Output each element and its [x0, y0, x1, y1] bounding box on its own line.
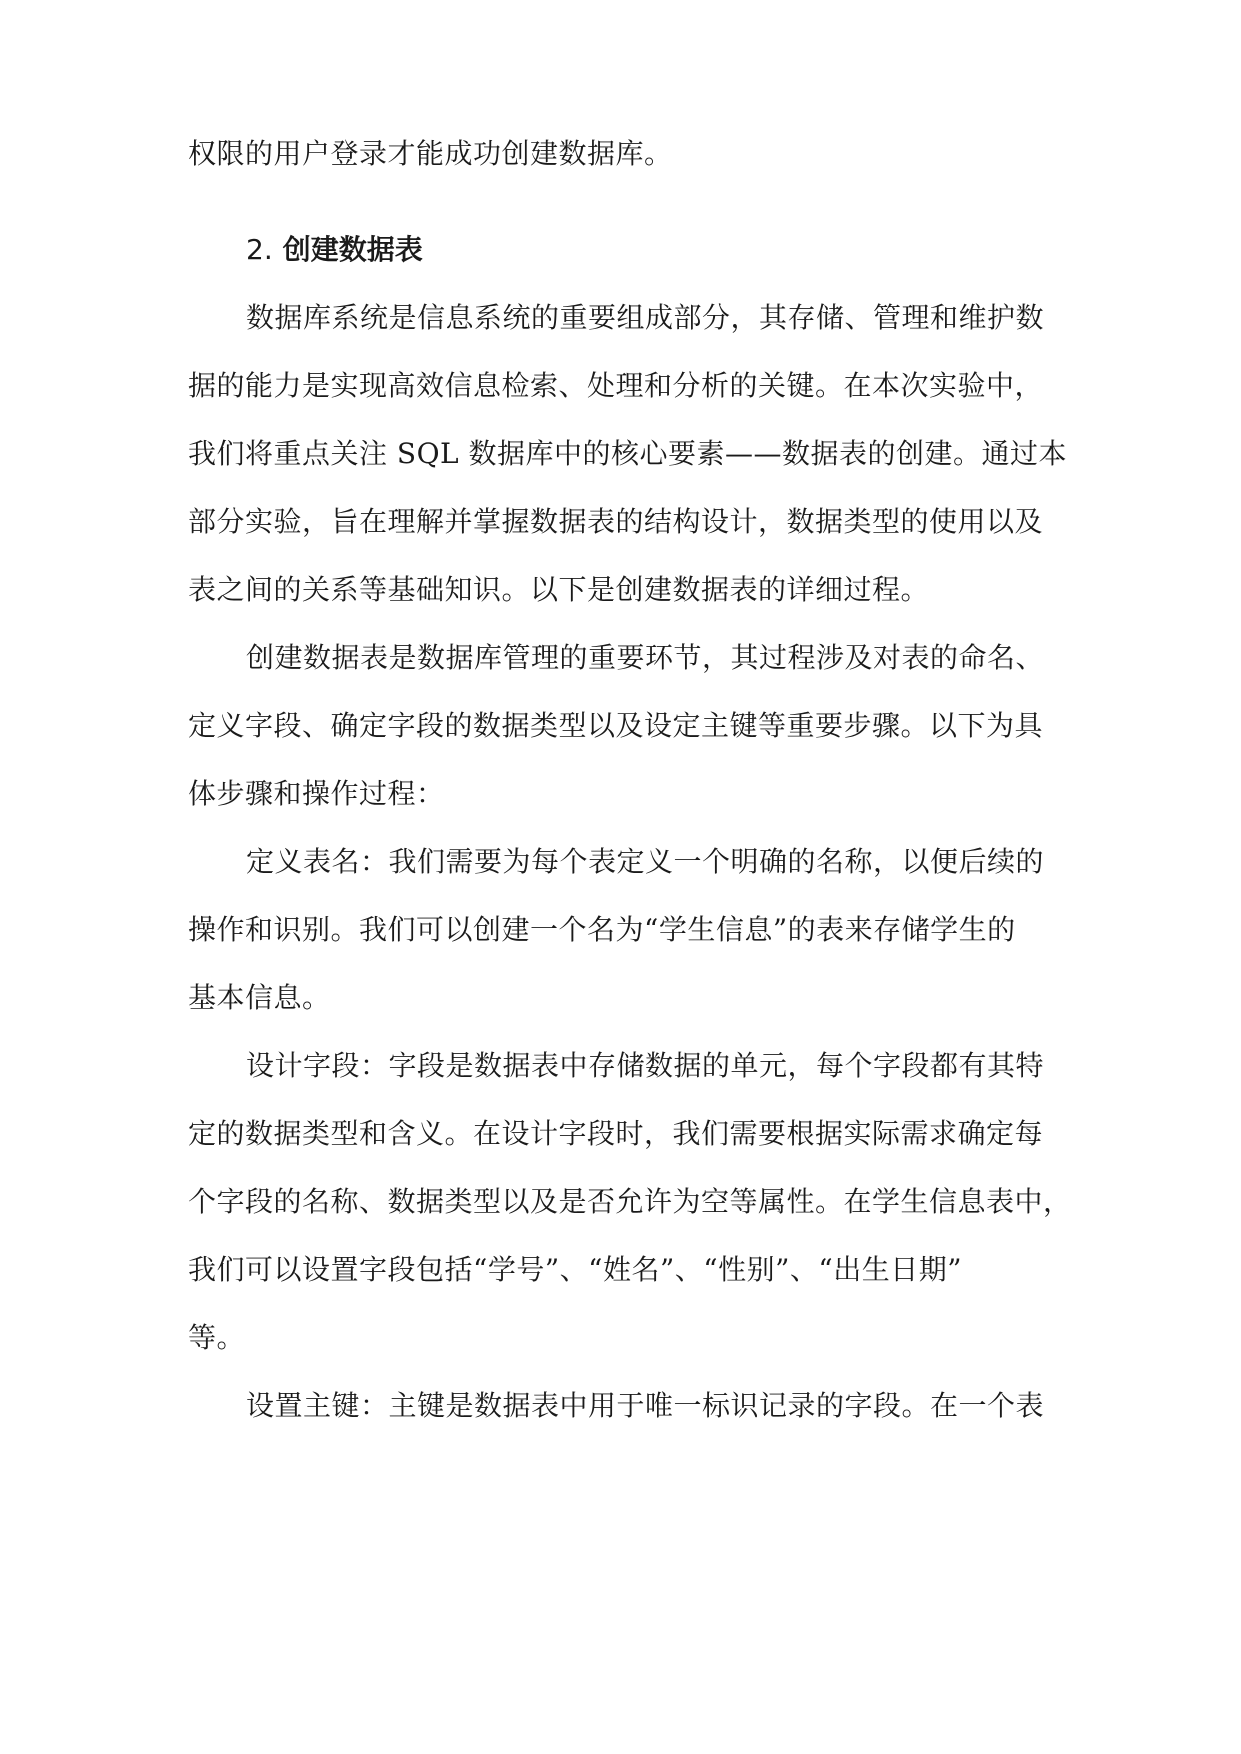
paragraph-line: 权限的用户登录才能成功创建数据库。 — [188, 137, 673, 170]
paragraph-line: 个字段的名称、数据类型以及是否允许为空等属性。在学生信息表中， — [188, 1185, 1072, 1218]
paragraph-line: 我们可以设置字段包括“学号”、“姓名”、“性别”、“出生日期” — [188, 1253, 963, 1286]
paragraph-line: 体步骤和操作过程： — [188, 777, 445, 810]
section-title: 创建数据表 — [282, 233, 423, 266]
paragraph-line: 据的能力是实现高效信息检索、处理和分析的关键。在本次实验中， — [188, 369, 1044, 402]
paragraph-line: 设置主键：主键是数据表中用于唯一标识记录的字段。在一个表 — [246, 1389, 1045, 1422]
paragraph-line: 表之间的关系等基础知识。以下是创建数据表的详细过程。 — [188, 573, 930, 606]
paragraph-line: 基本信息。 — [188, 981, 331, 1014]
paragraph-line: 定义字段、确定字段的数据类型以及设定主键等重要步骤。以下为具 — [188, 709, 1044, 742]
paragraph-line: 定的数据类型和含义。在设计字段时，我们需要根据实际需求确定每 — [188, 1117, 1044, 1150]
paragraph-line: 我们将重点关注 SQL 数据库中的核心要素——数据表的创建。通过本 — [188, 437, 1068, 470]
section-heading — [246, 230, 423, 270]
paragraph-line: 部分实验，旨在理解并掌握数据表的结构设计，数据类型的使用以及 — [188, 505, 1044, 538]
paragraph-line: 设计字段：字段是数据表中存储数据的单元，每个字段都有其特 — [246, 1049, 1045, 1082]
paragraph-line: 等。 — [188, 1321, 246, 1354]
paragraph-line: 数据库系统是信息系统的重要组成部分，其存储、管理和维护数 — [246, 301, 1045, 334]
paragraph-line: 操作和识别。我们可以创建一个名为“学生信息”的表来存储学生的 — [188, 913, 1016, 946]
paragraph-line: 创建数据表是数据库管理的重要环节，其过程涉及对表的命名、 — [246, 641, 1045, 674]
paragraph-line: 定义表名：我们需要为每个表定义一个明确的名称，以便后续的 — [246, 845, 1045, 878]
section-number: 2. — [246, 233, 273, 266]
